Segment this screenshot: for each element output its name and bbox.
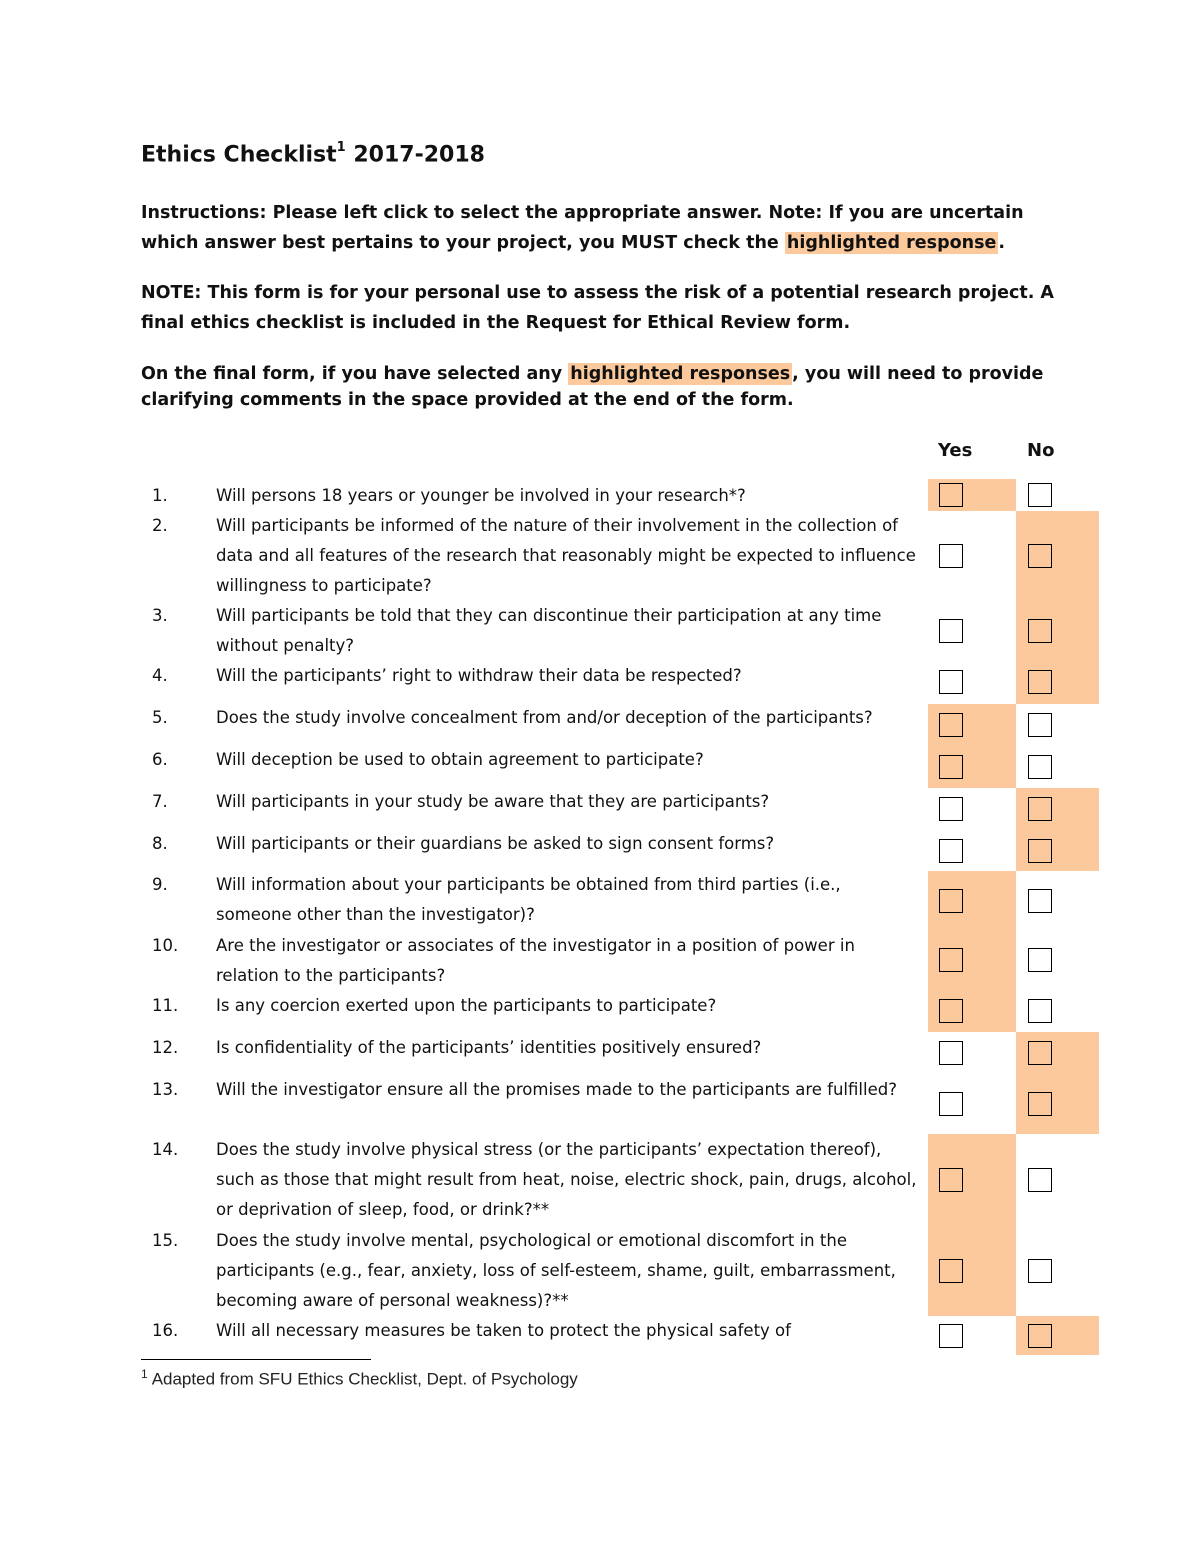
question-number: 2. [152, 516, 168, 535]
no-checkbox-q10[interactable] [1028, 948, 1052, 972]
question-number: 8. [152, 834, 168, 853]
yes-checkbox-q13[interactable] [939, 1092, 963, 1116]
note-paragraph: NOTE: This form is for your personal use to assess the risk of a potential research project. A final ethics checklist is included in the Request for Ethical Review form. [141, 283, 1054, 333]
no-checkbox-q5[interactable] [1028, 713, 1052, 737]
yes-checkbox-q15[interactable] [939, 1259, 963, 1283]
question-number: 11. [152, 996, 179, 1015]
no-checkbox-q15[interactable] [1028, 1259, 1052, 1283]
question-number: 4. [152, 666, 168, 685]
question-number: 14. [152, 1140, 179, 1159]
question-text: Will information about your participants be obtained from third parties (i.e., someone other than the investigator)? [216, 875, 841, 925]
question-number: 7. [152, 792, 168, 811]
no-checkbox-q12[interactable] [1028, 1041, 1052, 1065]
question-number: 3. [152, 606, 168, 625]
question-text: Will persons 18 years or younger be involved in your research*? [216, 486, 746, 505]
yes-checkbox-q5[interactable] [939, 713, 963, 737]
question-text: Does the study involve concealment from and/or deception of the participants? [216, 708, 873, 727]
yes-checkbox-q1[interactable] [939, 483, 963, 507]
question-number: 10. [152, 936, 179, 955]
question-text: Is confidentiality of the participants’ identities positively ensured? [216, 1038, 762, 1057]
question-text: Are the investigator or associates of the investigator in a position of power in relation to the participants? [216, 936, 855, 986]
no-checkbox-q6[interactable] [1028, 755, 1052, 779]
no-checkbox-q16[interactable] [1028, 1324, 1052, 1348]
no-checkbox-q11[interactable] [1028, 999, 1052, 1023]
yes-checkbox-q14[interactable] [939, 1168, 963, 1192]
question-number: 13. [152, 1080, 179, 1099]
question-text: Will participants be informed of the nature of their involvement in the collection of data and all features of the research that reasonably might be expected to influence willingness to participate? [216, 516, 916, 596]
instructions: Instructions: Please left click to select the appropriate answer. Note: If you are uncertain which answer best pertains to your project, you MUST check the highlighted response . [141, 203, 1024, 253]
yes-column-header: Yes [938, 440, 973, 461]
yes-checkbox-q2[interactable] [939, 544, 963, 568]
footnote: $^1$ Adapted from SFU Ethics Checklist, Dept. of Psychology [141, 1367, 578, 1389]
no-checkbox-q1[interactable] [1028, 483, 1052, 507]
highlighted-responses-sample: highlighted responses [570, 364, 791, 384]
yes-checkbox-q8[interactable] [939, 839, 963, 863]
question-text: Will participants be told that they can discontinue their participation at any time without penalty? [216, 606, 882, 656]
yes-checkbox-q10[interactable] [939, 948, 963, 972]
no-checkbox-q13[interactable] [1028, 1092, 1052, 1116]
no-checkbox-q4[interactable] [1028, 670, 1052, 694]
question-number: 9. [152, 875, 168, 894]
no-column-header: No [1027, 440, 1055, 461]
question-text: Will participants or their guardians be asked to sign consent forms? [216, 834, 775, 853]
no-checkbox-q2[interactable] [1028, 544, 1052, 568]
no-checkbox-q3[interactable] [1028, 619, 1052, 643]
page-title: Ethics Checklist$^1$ 2017-2018 [141, 140, 485, 168]
question-text: Will the investigator ensure all the promises made to the participants are fulfilled? [216, 1080, 897, 1099]
question-text: Will deception be used to obtain agreement to participate? [216, 750, 704, 769]
yes-checkbox-q6[interactable] [939, 755, 963, 779]
highlighted-response-sample: highlighted response [786, 233, 997, 253]
question-text: Is any coercion exerted upon the participants to participate? [216, 996, 717, 1015]
question-number: 5. [152, 708, 168, 727]
question-number: 1. [152, 486, 168, 505]
yes-checkbox-q7[interactable] [939, 797, 963, 821]
question-number: 12. [152, 1038, 179, 1057]
yes-checkbox-q11[interactable] [939, 999, 963, 1023]
question-text: Does the study involve physical stress (or the participants’ expectation thereof), such as those that might result from heat, noise, electric shock, pain, drugs, alcohol, or deprivation of sleep, food, or drink?** [216, 1140, 917, 1220]
yes-checkbox-q16[interactable] [939, 1324, 963, 1348]
footnote-divider [141, 1359, 371, 1360]
no-checkbox-q9[interactable] [1028, 889, 1052, 913]
no-checkbox-q8[interactable] [1028, 839, 1052, 863]
question-number: 16. [152, 1321, 179, 1340]
yes-checkbox-q4[interactable] [939, 670, 963, 694]
final-form-note: On the final form, if you have selected any highlighted responses , you will need to provide clarifying comments in the space provided at the end of the form. [141, 364, 1044, 410]
question-text: Will the participants’ right to withdraw their data be respected? [216, 666, 742, 685]
question-text: Does the study involve mental, psychological or emotional discomfort in the participants (e.g., fear, anxiety, loss of self-esteem, shame, guilt, embarrassment, becoming aware of personal weakness)?** [216, 1231, 896, 1311]
yes-checkbox-q9[interactable] [939, 889, 963, 913]
no-checkbox-q14[interactable] [1028, 1168, 1052, 1192]
question-text: Will all necessary measures be taken to protect the physical safety of [216, 1321, 791, 1340]
yes-checkbox-q3[interactable] [939, 619, 963, 643]
footnote-ref: 1 [336, 140, 346, 155]
question-number: 15. [152, 1231, 179, 1250]
yes-checkbox-q12[interactable] [939, 1041, 963, 1065]
no-checkbox-q7[interactable] [1028, 797, 1052, 821]
question-number: 6. [152, 750, 168, 769]
question-text: Will participants in your study be aware that they are participants? [216, 792, 770, 811]
